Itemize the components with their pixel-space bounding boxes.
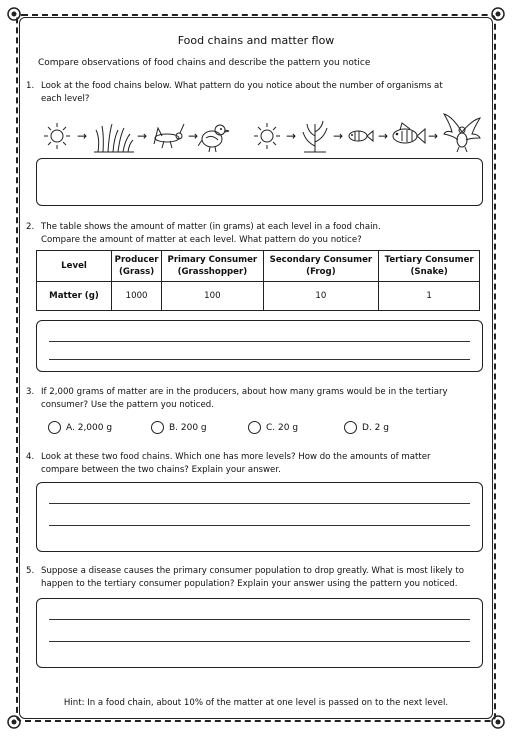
table-row [37,282,480,311]
arrow-icon: → [428,129,439,143]
table-header [112,251,162,282]
table-cell: 10 [263,282,379,311]
option-c[interactable] [248,421,298,434]
fish-icon [390,118,426,154]
header-label: Primary Consumer [167,255,258,265]
option-d[interactable] [344,421,389,434]
matter-table [36,250,480,311]
radio-circle-icon[interactable] [48,421,61,434]
option-b[interactable] [151,421,207,434]
corner-swirl-icon [488,4,508,24]
answer-line [49,359,470,360]
arrow-icon: → [378,129,389,143]
page-title: Food chains and matter flow [177,34,335,47]
table-cell: 100 [162,282,263,311]
arrow-icon: → [77,129,88,143]
question-text: The table shows the amount of matter (in grams) at each level in a food chain. Compare the amount of matter at each level. What pattern do you notice? [41,222,381,245]
header-sublabel: (Grasshopper) [177,267,248,277]
answer-box-4[interactable] [36,482,483,552]
grasshopper-icon [150,118,186,154]
hint-text: Hint: In a food chain, about 10% of the matter at one level is passed on to the next level. [63,698,449,708]
question-number: 4. [26,452,35,462]
table-cell: 1 [379,282,480,311]
corner-swirl-icon [4,4,24,24]
question-number: 5. [26,566,35,576]
bird-icon [198,118,230,154]
table-header-row [37,251,480,282]
answer-line [49,503,470,504]
answer-line [49,641,470,642]
table-header [162,251,263,282]
sun-icon [254,118,280,154]
option-label: B. 200 g [169,422,207,433]
arrow-icon: → [137,129,148,143]
answer-box-1[interactable] [36,158,483,206]
header-label: Tertiary Consumer [384,255,474,265]
grass-icon [94,118,134,154]
answer-box-2[interactable] [36,320,483,372]
answer-box-5[interactable] [36,598,483,668]
row-label: Matter (g) [37,282,112,311]
question-text: Look at these two food chains. Which one has more levels? How do the amounts of matter compare between the two chains? Explain your answer. [41,452,431,475]
option-label: A. 2,000 g [66,422,113,433]
answer-line [49,341,470,342]
eagle-icon [442,110,482,154]
option-a[interactable] [48,421,112,434]
question-text: If 2,000 grams of matter are in the producers, about how many grams would be in the tertiary consumer? Use the pattern you noticed. [41,387,448,410]
table-cell: 1000 [112,282,162,311]
answer-line [49,619,470,620]
radio-circle-icon[interactable] [344,421,357,434]
question-text: Look at the food chains below. What pattern do you notice about the number of organisms at each level? [41,81,443,104]
header-label: Secondary Consumer [269,255,373,265]
option-label: C. 20 g [266,422,299,433]
question-number: 2. [26,222,35,232]
arrow-icon: → [188,129,199,143]
header-label: Producer [114,255,159,265]
header-sublabel: (Snake) [410,267,448,277]
sun-icon [44,118,70,154]
plant-icon [300,118,330,154]
answer-line [49,525,470,526]
arrow-icon: → [286,129,297,143]
table-header [37,251,112,282]
header-sublabel: (Grass) [118,267,155,277]
arrow-icon: → [333,129,344,143]
corner-swirl-icon [488,712,508,732]
radio-circle-icon[interactable] [248,421,261,434]
page-subtitle: Compare observations of food chains and describe the pattern you notice [38,58,371,68]
table-header [379,251,480,282]
small-fish-icon [346,118,374,154]
option-label: D. 2 g [362,422,389,433]
header-label: Level [61,261,87,271]
question-number: 1. [26,81,35,91]
question-text: Suppose a disease causes the primary consumer population to drop greatly. What is most likely to happen to the tertiary consumer population? Explain your answer using the pattern you noticed. [41,566,464,589]
header-sublabel: (Frog) [306,267,336,277]
question-number: 3. [26,387,35,397]
table-header [263,251,379,282]
corner-swirl-icon [4,712,24,732]
radio-circle-icon[interactable] [151,421,164,434]
